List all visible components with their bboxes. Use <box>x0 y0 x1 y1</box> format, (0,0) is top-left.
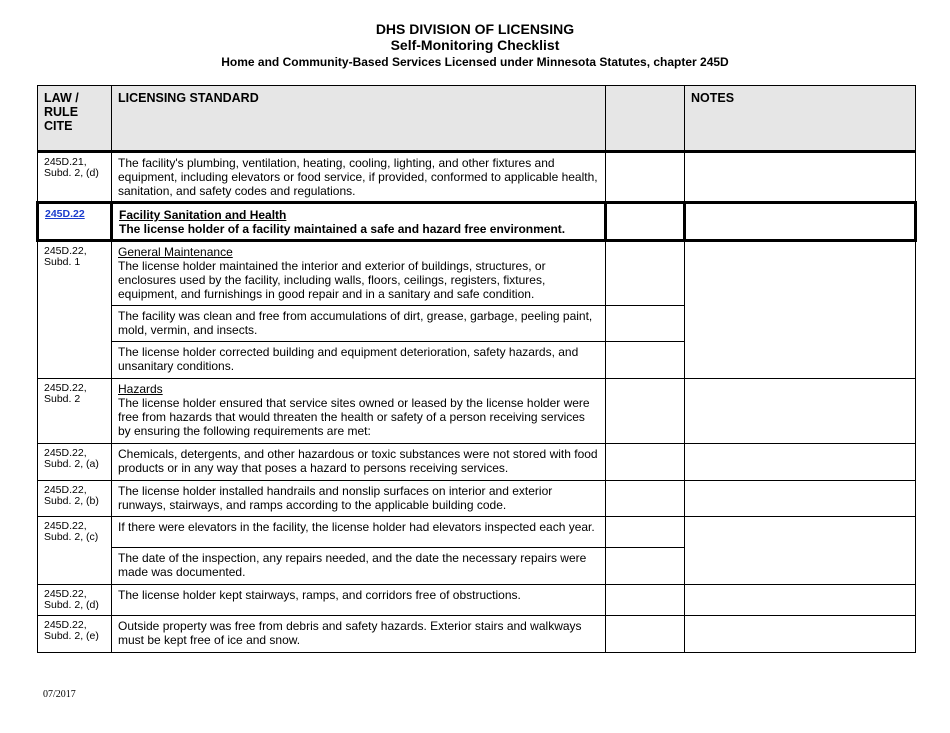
cite-cell: 245D.22, Subd. 2, (d) <box>38 585 112 616</box>
column-header-blank <box>606 86 685 152</box>
document-scope: Home and Community-Based Services Licensed under Minnesota Statutes, chapter 245D <box>221 55 729 69</box>
standard-cell <box>112 379 606 444</box>
check-cell[interactable] <box>606 548 685 585</box>
section-heading: Facility Sanitation and Health <box>119 208 287 222</box>
check-cell[interactable] <box>606 342 685 379</box>
cite-cell: 245D.22, Subd. 2, (e) <box>38 616 112 653</box>
item-text: The license holder ensured that service sites owned or leased by the license holder were free from hazards that would threaten the health or safety of a person receiving services by ensuring the following requirements are met: <box>118 396 590 438</box>
table-row <box>38 517 916 548</box>
notes-cell[interactable] <box>685 379 916 444</box>
table-row <box>38 241 916 306</box>
check-cell[interactable] <box>606 203 685 241</box>
item-heading: General Maintenance <box>118 245 233 259</box>
standard-cell: Chemicals, detergents, and other hazardous or toxic substances were not stored with food products or in any way that poses a hazard to persons receiving services. <box>112 444 606 481</box>
table-row <box>38 616 916 653</box>
check-cell[interactable] <box>606 306 685 342</box>
notes-cell[interactable] <box>685 616 916 653</box>
notes-cell[interactable] <box>685 203 916 241</box>
standard-cell: If there were elevators in the facility, the license holder had elevators inspected each year. <box>112 517 606 548</box>
section-text: The license holder of a facility maintained a safe and hazard free environment. <box>119 222 566 236</box>
item-text: The license holder maintained the interior and exterior of buildings, structures, or enclosures used by the facility, including walls, floors, ceilings, registers, fixtures, equipment, and furnishings in good repair and in a sanitary and safe condition. <box>118 259 546 301</box>
document-title: DHS DIVISION OF LICENSING <box>375 21 575 37</box>
notes-cell[interactable] <box>685 444 916 481</box>
section-row <box>38 203 916 241</box>
table-row <box>38 379 916 444</box>
check-cell[interactable] <box>606 379 685 444</box>
check-cell[interactable] <box>606 241 685 306</box>
standard-cell <box>112 241 606 306</box>
check-cell[interactable] <box>606 152 685 203</box>
checklist-table <box>36 85 917 653</box>
item-heading: Hazards <box>118 382 163 396</box>
notes-cell[interactable] <box>685 481 916 517</box>
column-header-notes: NOTES <box>685 86 916 152</box>
notes-cell[interactable] <box>685 585 916 616</box>
notes-cell[interactable] <box>685 517 916 585</box>
standard-cell: The license holder installed handrails and nonslip surfaces on interior and exterior runways, stairways, and ramps according to the applicable building code. <box>112 481 606 517</box>
check-cell[interactable] <box>606 616 685 653</box>
standard-cell: The license holder corrected building and equipment deterioration, safety hazards, and unsanitary conditions. <box>112 342 606 379</box>
check-cell[interactable] <box>606 585 685 616</box>
standard-cell: The facility was clean and free from accumulations of dirt, grease, garbage, peeling paint, mold, vermin, and insects. <box>112 306 606 342</box>
cite-cell <box>38 203 112 241</box>
table-row <box>38 585 916 616</box>
statute-link[interactable]: 245D.22 <box>45 208 85 220</box>
check-cell[interactable] <box>606 481 685 517</box>
table-header-row <box>38 86 916 152</box>
standard-cell: Outside property was free from debris and safety hazards. Exterior stairs and walkways must be kept free of ice and snow. <box>112 616 606 653</box>
standard-cell <box>112 203 606 241</box>
check-cell[interactable] <box>606 517 685 548</box>
check-cell[interactable] <box>606 444 685 481</box>
notes-cell[interactable] <box>685 241 916 379</box>
standard-cell: The date of the inspection, any repairs needed, and the date the necessary repairs were made was documented. <box>112 548 606 585</box>
column-header-standard: LICENSING STANDARD <box>112 86 606 152</box>
cite-cell: 245D.22, Subd. 2, (a) <box>38 444 112 481</box>
cite-cell: 245D.22, Subd. 1 <box>38 241 112 379</box>
table-row <box>38 444 916 481</box>
standard-cell: The license holder kept stairways, ramps, and corridors free of obstructions. <box>112 585 606 616</box>
footer-date: 07/2017 <box>43 689 76 700</box>
notes-cell[interactable] <box>685 152 916 203</box>
table-row <box>38 152 916 203</box>
document-subtitle: Self-Monitoring Checklist <box>390 37 560 53</box>
cite-cell: 245D.22, Subd. 2, (b) <box>38 481 112 517</box>
table-row <box>38 481 916 517</box>
column-header-cite: LAW / RULE CITE <box>38 86 112 152</box>
cite-cell: 245D.22, Subd. 2, (c) <box>38 517 112 585</box>
standard-cell: The facility's plumbing, ventilation, heating, cooling, lighting, and other fixtures and equipment, including elevators or food service, if provided, conformed to applicable health, sanitation, and safety codes and regulations. <box>112 152 606 203</box>
cite-cell: 245D.22, Subd. 2 <box>38 379 112 444</box>
cite-cell: 245D.21, Subd. 2, (d) <box>38 152 112 203</box>
